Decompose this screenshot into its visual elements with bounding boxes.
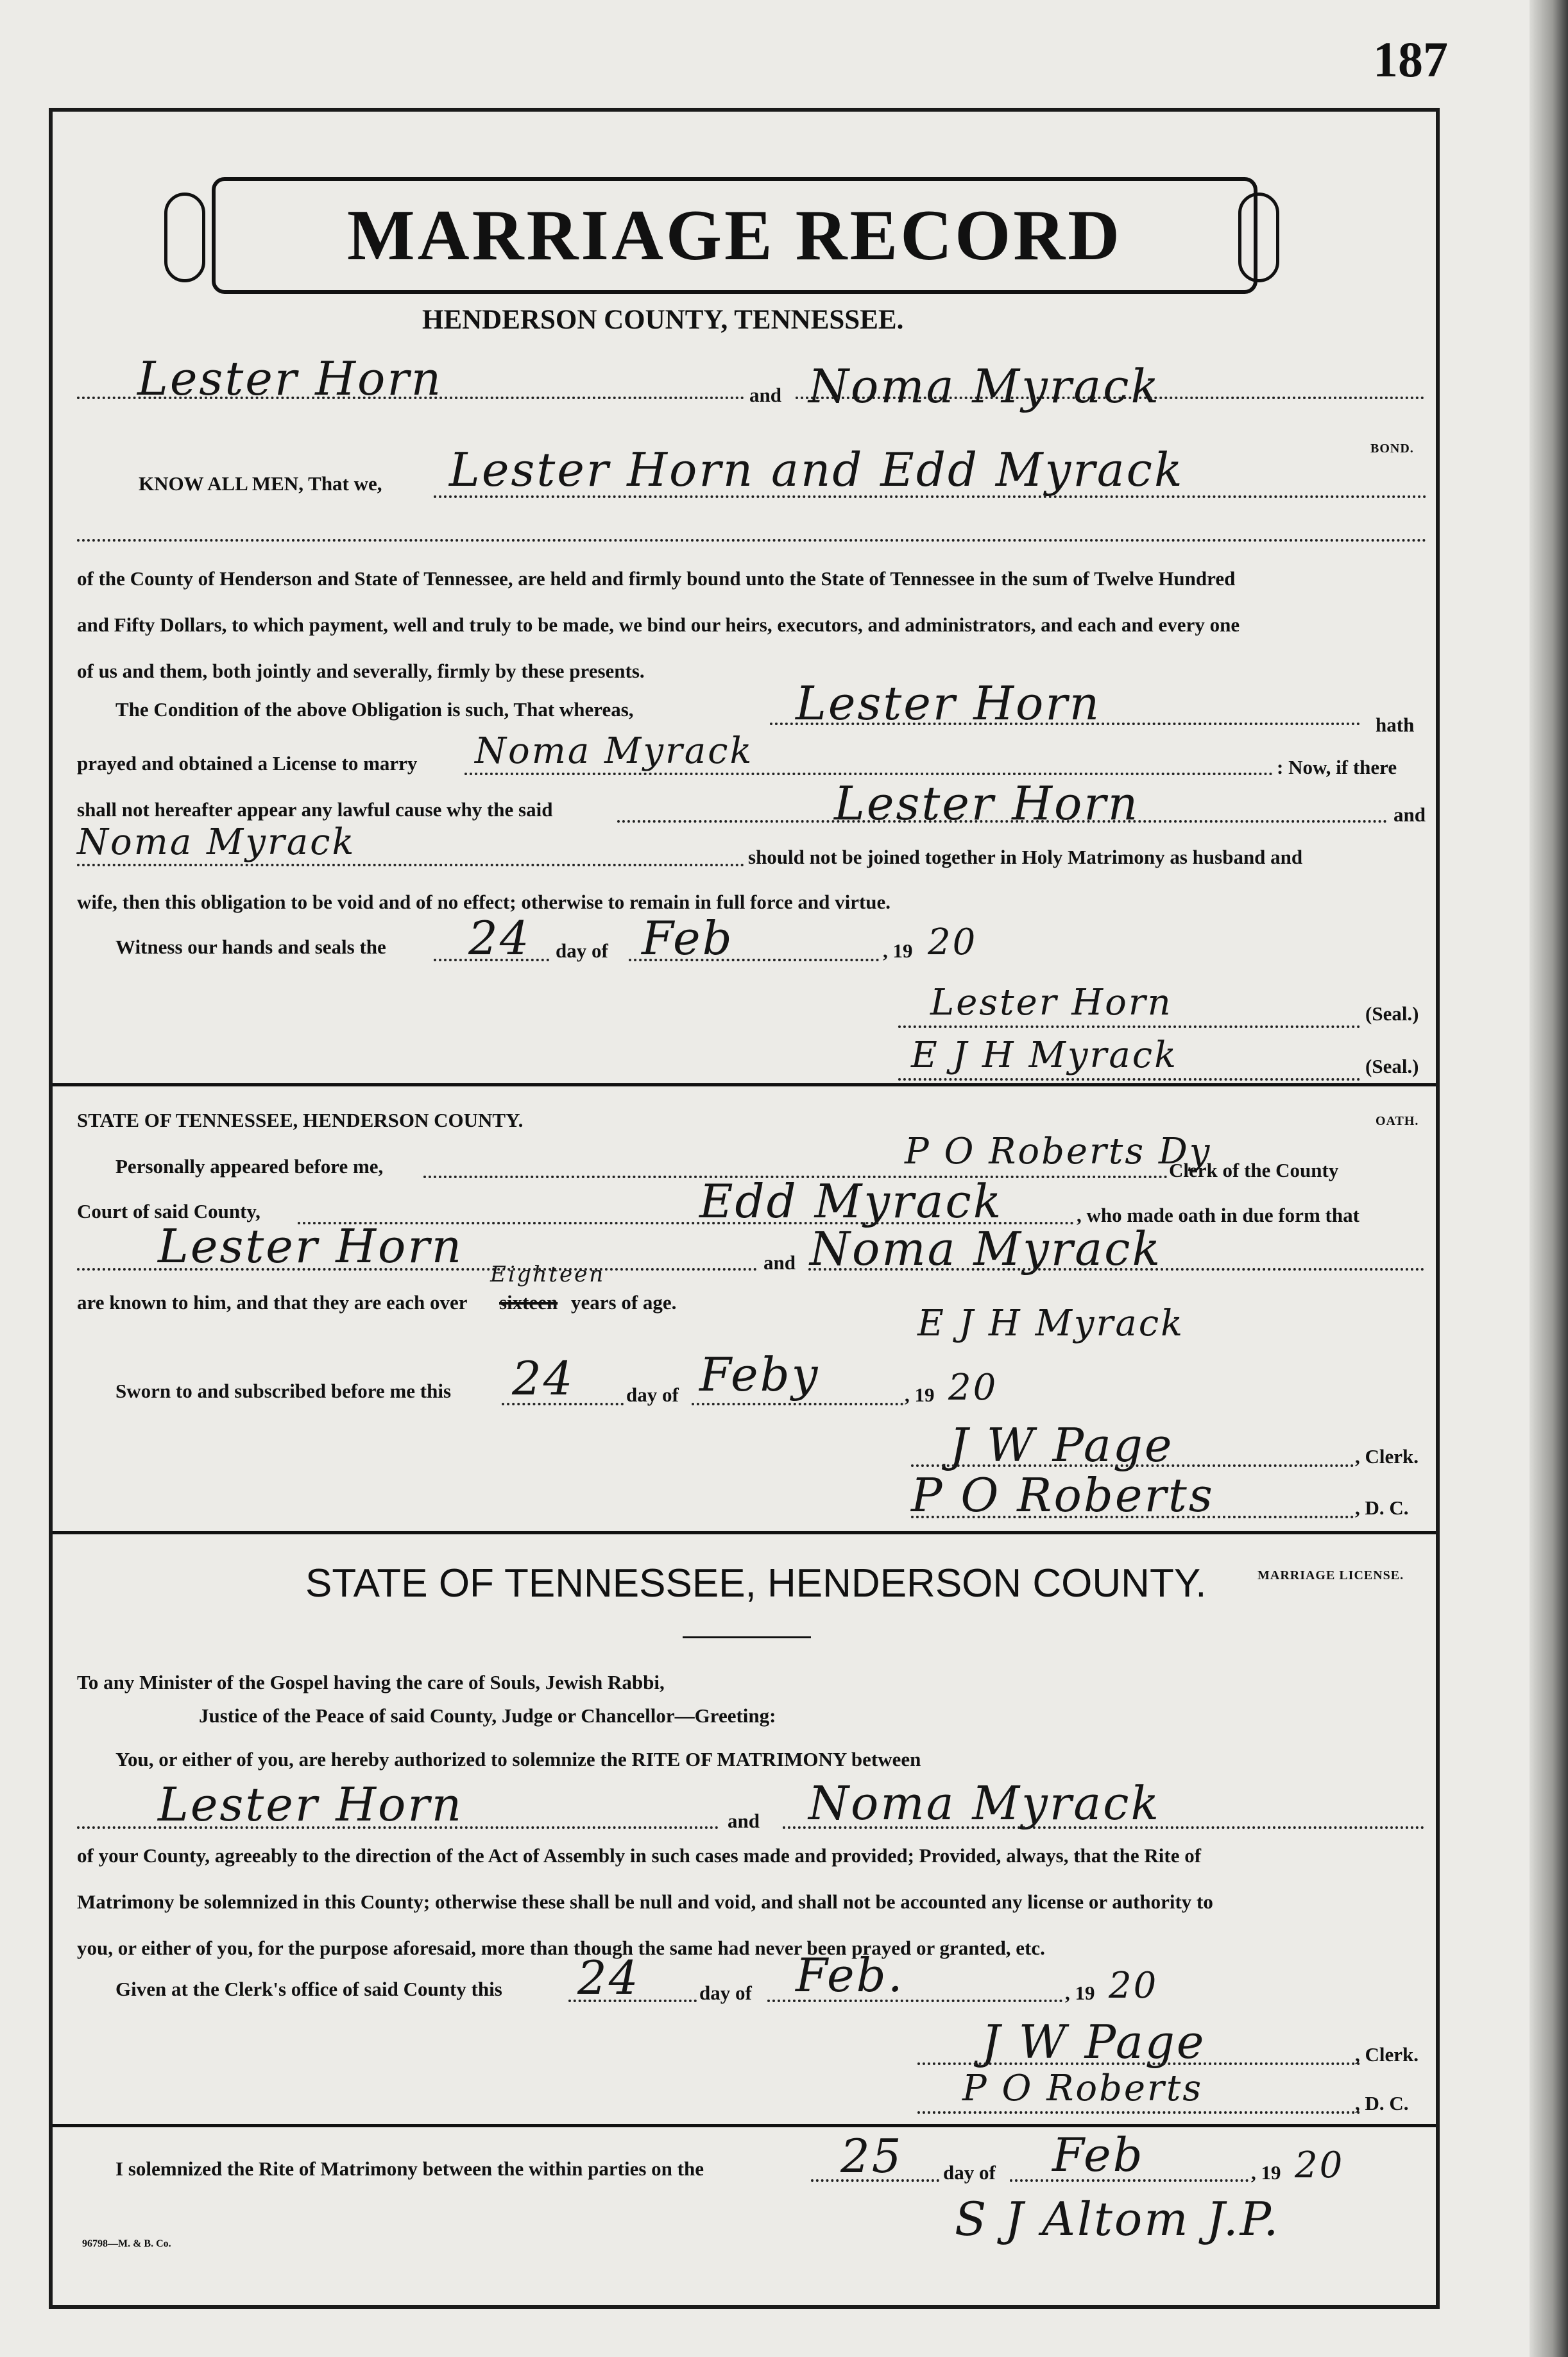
section-divider-2 bbox=[53, 1531, 1436, 1534]
age-written: Eighteen bbox=[490, 1262, 606, 1287]
return-day: 25 bbox=[840, 2129, 903, 2183]
known-text-a: are known to him, and that they are each over bbox=[77, 1291, 468, 1314]
page-edge bbox=[1530, 0, 1568, 2357]
shall-name-line bbox=[617, 820, 1387, 823]
given-year-prefix: , 19 bbox=[1065, 1982, 1095, 2004]
now-if-text: : Now, if there bbox=[1277, 756, 1397, 778]
license-dc-label: , D. C. bbox=[1355, 2092, 1409, 2114]
obligors-line bbox=[434, 495, 1427, 498]
license-label: MARRIAGE LICENSE. bbox=[1257, 1568, 1404, 1582]
given-day: 24 bbox=[577, 1951, 640, 2005]
oath-clerk-line bbox=[911, 1464, 1354, 1467]
given-month-line bbox=[767, 2000, 1062, 2002]
witness-year: 20 bbox=[928, 921, 978, 963]
witness-day: 24 bbox=[468, 911, 531, 965]
printer-imprint: 96798—M. & B. Co. bbox=[82, 2238, 171, 2249]
and-label: and bbox=[749, 384, 781, 406]
oath-groom: Lester Horn bbox=[158, 1219, 464, 1273]
oath-dc-signature: P O Roberts bbox=[911, 1468, 1214, 1522]
oath-groom-line bbox=[77, 1268, 757, 1271]
should-not-text: should not be joined together in Holy Matrimony as husband and bbox=[748, 846, 1303, 868]
sworn-month: Feby bbox=[699, 1348, 820, 1401]
heading-underline bbox=[683, 1636, 811, 1638]
shall-and-label: and bbox=[1393, 803, 1426, 826]
license-groom: Lester Horn bbox=[158, 1778, 464, 1831]
section-divider-3 bbox=[53, 2124, 1436, 2127]
know-all-men: KNOW ALL MEN, That we, bbox=[139, 472, 382, 495]
oath-clerk-label: , Clerk. bbox=[1355, 1445, 1419, 1468]
bond-obligors: Lester Horn and Edd Myrack bbox=[449, 443, 1184, 497]
seal-1: (Seal.) bbox=[1365, 1002, 1419, 1025]
left-ornament-icon bbox=[164, 193, 205, 282]
given-text: Given at the Clerk's office of said County this bbox=[115, 1978, 502, 2000]
witness-day-line bbox=[434, 959, 549, 961]
wife-line-text: wife, then this obligation to be void and of no effect; otherwise to remain in full force and virtue. bbox=[77, 891, 891, 913]
license-clerk-label: , Clerk. bbox=[1355, 2043, 1419, 2066]
bond-text-3: of us and them, both jointly and severally, firmly by these presents. bbox=[77, 660, 645, 682]
justice-text: Justice of the Peace of said County, Judge or Chancellor—Greeting: bbox=[199, 1704, 776, 1727]
shall-not-text: shall not hereafter appear any lawful cause why the said bbox=[77, 798, 553, 821]
affiant-name: Edd Myrack bbox=[699, 1174, 1003, 1228]
witness-month-line bbox=[629, 959, 879, 961]
oath-label: OATH. bbox=[1376, 1114, 1419, 1128]
witness-day-of: day of bbox=[556, 939, 608, 962]
bond-signature-1: Lester Horn bbox=[930, 982, 1173, 1024]
witness-year-prefix: , 19 bbox=[883, 939, 913, 962]
bond-label: BOND. bbox=[1370, 441, 1414, 456]
oath-and: and bbox=[763, 1251, 796, 1274]
license-text-2: Matrimony be solemnized in this County; otherwise these shall be null and void, and shall not be accounted any license or authority to bbox=[77, 1890, 1213, 1913]
return-day-line bbox=[811, 2179, 939, 2182]
seal-2: (Seal.) bbox=[1365, 1055, 1419, 1077]
return-year: 20 bbox=[1295, 2145, 1345, 2186]
sworn-day: 24 bbox=[512, 1351, 575, 1405]
sworn-text: Sworn to and subscribed before me this bbox=[115, 1380, 452, 1402]
bond-text-2: and Fifty Dollars, to which payment, well and truly to be made, we bind our heirs, executors, and administrators, and each and every one bbox=[77, 613, 1240, 636]
bride-name-bond-line bbox=[77, 864, 744, 866]
to-any-text: To any Minister of the Gospel having the care of Souls, Jewish Rabbi, bbox=[77, 1671, 665, 1693]
officiant-signature: S J Altom J.P. bbox=[955, 2192, 1281, 2246]
you-either-text: You, or either of you, are hereby authorized to solemnize the RITE OF MATRIMONY between bbox=[115, 1748, 921, 1770]
sig1-line bbox=[898, 1025, 1360, 1028]
license-bride: Noma Myrack bbox=[808, 1776, 1161, 1830]
oath-dc-line bbox=[911, 1516, 1354, 1518]
license-text-1: of your County, agreeably to the direction of the Act of Assembly in such cases made and provided; Provided, always, that the Rite of bbox=[77, 1844, 1202, 1867]
oath-bride: Noma Myrack bbox=[810, 1222, 1163, 1276]
section-divider-1 bbox=[53, 1083, 1436, 1086]
age-struck: sixteen bbox=[499, 1291, 558, 1314]
given-day-of: day of bbox=[699, 1982, 752, 2004]
oath-bride-line bbox=[808, 1268, 1424, 1271]
bride-name-bond: Noma Myrack bbox=[77, 821, 356, 863]
license-groom-line bbox=[77, 1826, 719, 1829]
return-month: Feb bbox=[1052, 2128, 1145, 2182]
license-and: and bbox=[728, 1810, 760, 1832]
solemnized-text: I solemnized the Rite of Matrimony between the within parties on the bbox=[115, 2157, 704, 2180]
groom-line bbox=[77, 397, 744, 399]
license-text-3: you, or either of you, for the purpose aforesaid, more than though the same had never been prayed or granted, etc. bbox=[77, 1937, 1045, 1959]
hath-label: hath bbox=[1376, 714, 1415, 736]
bond-text-1: of the County of Henderson and State of Tennessee, are held and firmly bound unto the State of Tennessee in the sum of Twelve Hundred bbox=[77, 567, 1236, 590]
oath-state-heading: STATE OF TENNESSEE, HENDERSON COUNTY. bbox=[77, 1109, 524, 1131]
obligors-line-2 bbox=[77, 539, 1427, 542]
bond-signature-2: E J H Myrack bbox=[911, 1034, 1178, 1076]
bride-line bbox=[796, 397, 1424, 399]
return-day-of: day of bbox=[943, 2161, 996, 2184]
deputy-name: P O Roberts Dy bbox=[905, 1131, 1212, 1172]
witness-month: Feb bbox=[642, 911, 734, 965]
sig2-line bbox=[898, 1078, 1360, 1081]
court-text: Court of said County, bbox=[77, 1200, 260, 1222]
title-banner bbox=[212, 177, 1257, 294]
license-bride-line bbox=[783, 1826, 1424, 1829]
groom-name: Lester Horn bbox=[137, 352, 443, 406]
bride-name: Noma Myrack bbox=[808, 359, 1161, 413]
oath-dc-label: , D. C. bbox=[1355, 1496, 1409, 1519]
county-heading: HENDERSON COUNTY, TENNESSEE. bbox=[422, 305, 904, 335]
prayed-text: prayed and obtained a License to marry bbox=[77, 752, 418, 775]
return-year-prefix: , 19 bbox=[1251, 2161, 1281, 2184]
page-title: MARRIAGE RECORD bbox=[347, 195, 1122, 275]
sworn-day-of: day of bbox=[626, 1384, 679, 1406]
witness-text: Witness our hands and seals the bbox=[115, 936, 386, 958]
clerk-of-text: Clerk of the County bbox=[1169, 1159, 1339, 1181]
oath-clerk-signature: J W Page bbox=[950, 1418, 1174, 1472]
who-made-text: , who made oath in due form that bbox=[1077, 1204, 1359, 1226]
sworn-day-line bbox=[502, 1403, 624, 1405]
shall-name: Lester Horn bbox=[834, 776, 1140, 830]
prayed-name: Noma Myrack bbox=[475, 730, 754, 772]
affiant-signature: E J H Myrack bbox=[917, 1303, 1184, 1344]
given-month: Feb. bbox=[796, 1948, 905, 2002]
sworn-year-prefix: , 19 bbox=[905, 1384, 935, 1406]
condition-text: The Condition of the above Obligation is such, That whereas, bbox=[115, 698, 634, 721]
known-text-b: years of age. bbox=[571, 1291, 677, 1314]
condition-name-line bbox=[770, 723, 1360, 725]
license-state-heading: STATE OF TENNESSEE, HENDERSON COUNTY. bbox=[305, 1561, 1207, 1606]
given-year: 20 bbox=[1109, 1965, 1159, 2007]
sworn-year: 20 bbox=[948, 1367, 998, 1409]
return-month-line bbox=[1010, 2179, 1248, 2182]
given-day-line bbox=[568, 2000, 697, 2002]
prayed-name-line bbox=[464, 773, 1273, 775]
condition-name: Lester Horn bbox=[796, 676, 1102, 730]
license-clerk-signature: J W Page bbox=[982, 2015, 1206, 2069]
personally-text: Personally appeared before me, bbox=[115, 1155, 384, 1178]
license-clerk-line bbox=[917, 2062, 1360, 2065]
page-number: 187 bbox=[1373, 31, 1448, 87]
license-dc-signature: P O Roberts bbox=[962, 2068, 1204, 2109]
sworn-month-line bbox=[692, 1403, 903, 1405]
license-dc-line bbox=[917, 2111, 1360, 2114]
